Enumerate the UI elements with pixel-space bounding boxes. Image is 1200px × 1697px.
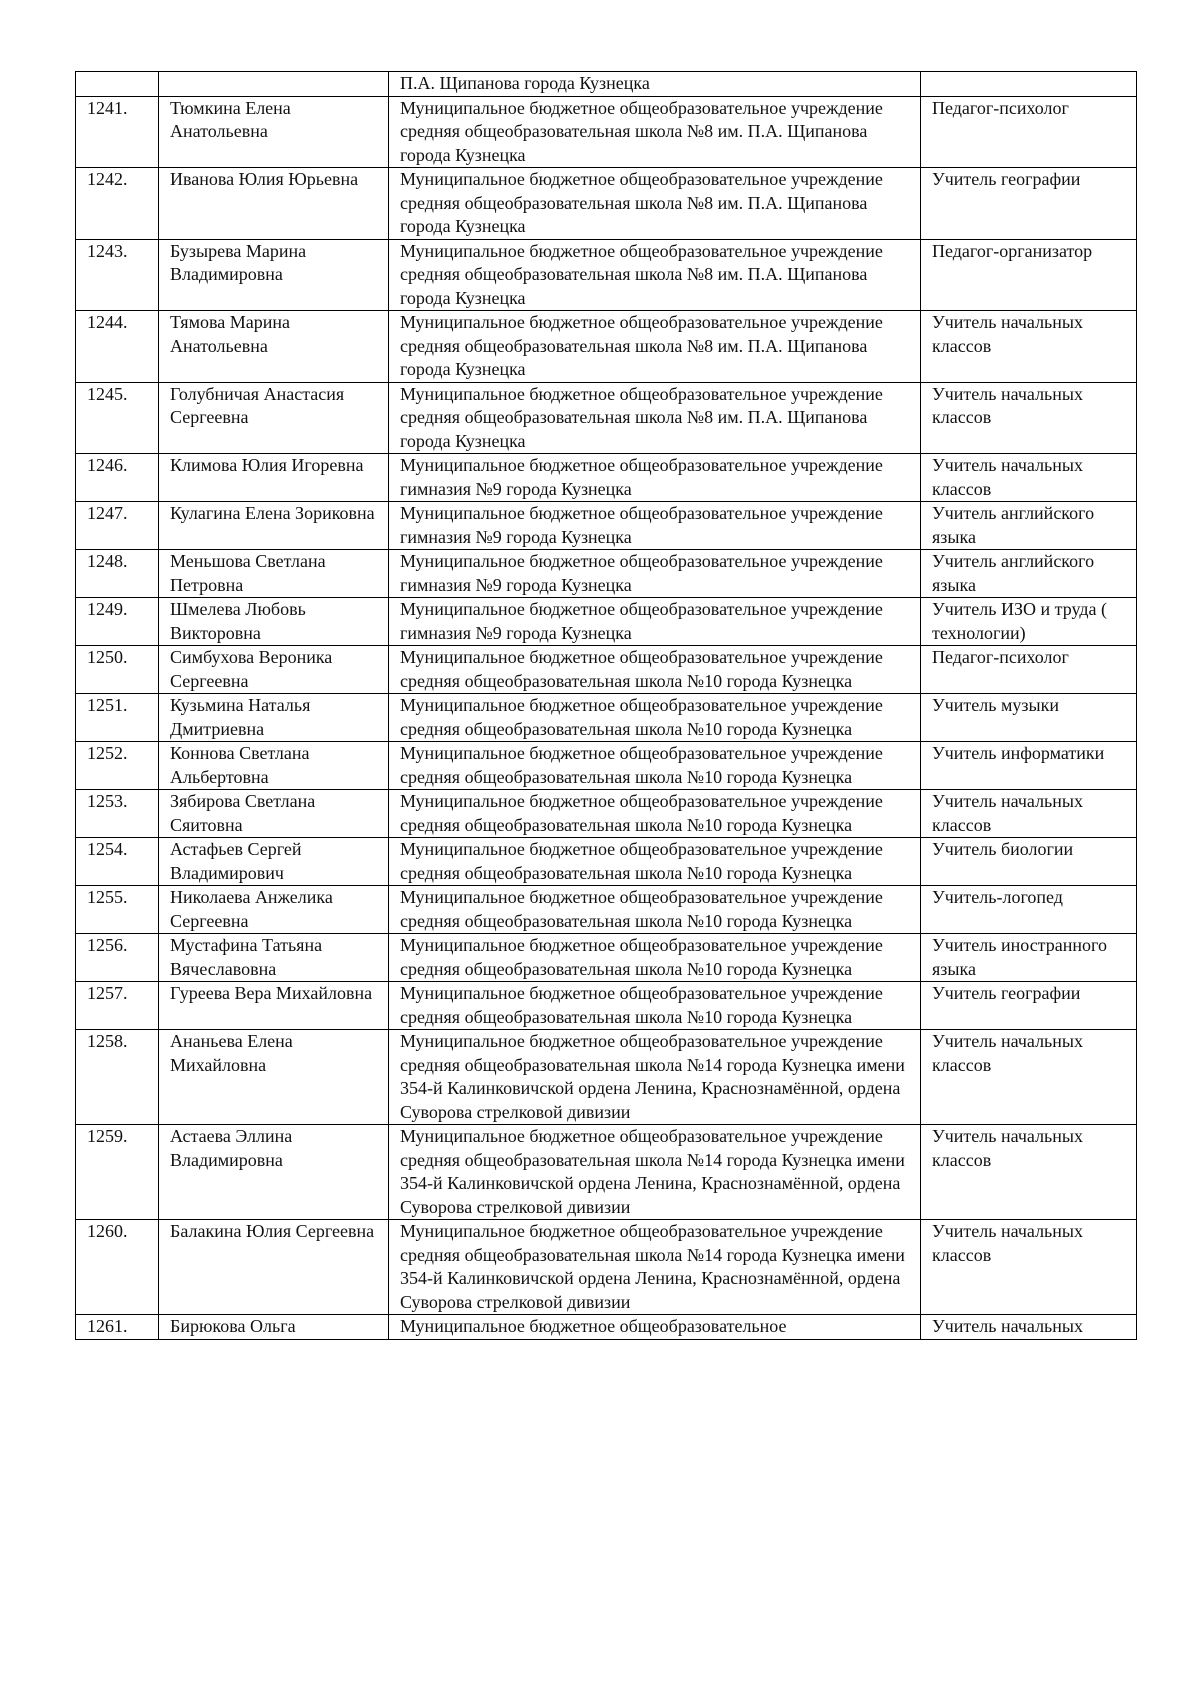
table-row (76, 96, 1137, 168)
cell-position: Учитель начальных (921, 1315, 1137, 1340)
table-row (76, 598, 1137, 646)
cell-number: 1260. (76, 1220, 159, 1315)
cell-name: Голубничая Анастасия Сергеевна (159, 382, 389, 454)
cell-name: Бирюкова Ольга (159, 1315, 389, 1340)
table-row (76, 694, 1137, 742)
cell-position: Учитель начальных классов (921, 382, 1137, 454)
cell-name: Мустафина Татьяна Вячеславовна (159, 934, 389, 982)
cell-position: Учитель-логопед (921, 886, 1137, 934)
cell-number: 1261. (76, 1315, 159, 1340)
table-row (76, 790, 1137, 838)
cell-name: Тюмкина Елена Анатольевна (159, 96, 389, 168)
cell-name: Меньшова Светлана Петровна (159, 550, 389, 598)
cell-number: 1241. (76, 96, 159, 168)
cell-organization: П.А. Щипанова города Кузнецка (389, 72, 921, 97)
cell-organization: Муниципальное бюджетное общеобразовательное учреждение гимназия №9 города Кузнецка (389, 502, 921, 550)
cell-name: Астаева Эллина Владимировна (159, 1125, 389, 1220)
cell-position: Учитель английского языка (921, 502, 1137, 550)
cell-position: Учитель музыки (921, 694, 1137, 742)
table-row (76, 934, 1137, 982)
cell-position: Учитель информатики (921, 742, 1137, 790)
table-row (76, 550, 1137, 598)
cell-name: Астафьев Сергей Владимирович (159, 838, 389, 886)
cell-name: Иванова Юлия Юрьевна (159, 168, 389, 240)
cell-position (921, 72, 1137, 97)
cell-organization: Муниципальное бюджетное общеобразовательное учреждение средняя общеобразовательная школа №14 города Кузнецка имени 354-й Калинковичской ордена Ленина, Краснознамённой, ордена Суворова стрелковой дивизии (389, 1030, 921, 1125)
cell-name: Шмелева Любовь Викторовна (159, 598, 389, 646)
cell-organization: Муниципальное бюджетное общеобразовательное учреждение средняя общеобразовательная школа №10 города Кузнецка (389, 790, 921, 838)
table-row (76, 838, 1137, 886)
cell-position: Учитель начальных классов (921, 311, 1137, 383)
cell-number: 1246. (76, 454, 159, 502)
cell-position: Учитель английского языка (921, 550, 1137, 598)
cell-organization: Муниципальное бюджетное общеобразовательное учреждение средняя общеобразовательная школа №14 города Кузнецка имени 354-й Калинковичской ордена Ленина, Краснознамённой, ордена Суворова стрелковой дивизии (389, 1220, 921, 1315)
cell-number (76, 72, 159, 97)
cell-number: 1247. (76, 502, 159, 550)
cell-name: Бузырева Марина Владимировна (159, 239, 389, 311)
cell-name: Коннова Светлана Альбертовна (159, 742, 389, 790)
table-row (76, 1030, 1137, 1125)
cell-name: Николаева Анжелика Сергеевна (159, 886, 389, 934)
table-row (76, 454, 1137, 502)
cell-number: 1251. (76, 694, 159, 742)
cell-position: Учитель ИЗО и труда ( технологии) (921, 598, 1137, 646)
cell-organization: Муниципальное бюджетное общеобразовательное учреждение средняя общеобразовательная школа №8 им. П.А. Щипанова города Кузнецка (389, 311, 921, 383)
cell-number: 1249. (76, 598, 159, 646)
table-row (76, 742, 1137, 790)
table-row (76, 1125, 1137, 1220)
cell-name: Тямова Марина Анатольевна (159, 311, 389, 383)
cell-organization: Муниципальное бюджетное общеобразовательное учреждение средняя общеобразовательная школа №10 города Кузнецка (389, 886, 921, 934)
cell-organization: Муниципальное бюджетное общеобразовательное учреждение средняя общеобразовательная школа №8 им. П.А. Щипанова города Кузнецка (389, 96, 921, 168)
cell-organization: Муниципальное бюджетное общеобразовательное учреждение средняя общеобразовательная школа №10 города Кузнецка (389, 646, 921, 694)
cell-organization: Муниципальное бюджетное общеобразовательное учреждение гимназия №9 города Кузнецка (389, 550, 921, 598)
cell-organization: Муниципальное бюджетное общеобразовательное учреждение гимназия №9 города Кузнецка (389, 598, 921, 646)
table-row (76, 382, 1137, 454)
cell-number: 1258. (76, 1030, 159, 1125)
cell-number: 1248. (76, 550, 159, 598)
cell-position: Учитель иностранного языка (921, 934, 1137, 982)
cell-position: Учитель начальных классов (921, 1030, 1137, 1125)
cell-number: 1243. (76, 239, 159, 311)
cell-number: 1257. (76, 982, 159, 1030)
table-row (76, 1220, 1137, 1315)
cell-organization: Муниципальное бюджетное общеобразовательное учреждение средняя общеобразовательная школа №10 города Кузнецка (389, 982, 921, 1030)
cell-number: 1259. (76, 1125, 159, 1220)
staff-table-body (76, 72, 1137, 1340)
cell-name: Балакина Юлия Сергеевна (159, 1220, 389, 1315)
cell-number: 1255. (76, 886, 159, 934)
cell-position: Учитель начальных классов (921, 454, 1137, 502)
table-row-continuation (76, 72, 1137, 97)
cell-number: 1245. (76, 382, 159, 454)
cell-organization: Муниципальное бюджетное общеобразовательное учреждение средняя общеобразовательная школа №10 города Кузнецка (389, 742, 921, 790)
cell-name: Кузьмина Наталья Дмитриевна (159, 694, 389, 742)
cell-name: Гуреева Вера Михайловна (159, 982, 389, 1030)
cell-number: 1250. (76, 646, 159, 694)
cell-number: 1256. (76, 934, 159, 982)
cell-position: Педагог-психолог (921, 646, 1137, 694)
cell-organization: Муниципальное бюджетное общеобразовательное учреждение средняя общеобразовательная школа №8 им. П.А. Щипанова города Кузнецка (389, 168, 921, 240)
cell-position: Педагог-организатор (921, 239, 1137, 311)
cell-organization: Муниципальное бюджетное общеобразовательное учреждение средняя общеобразовательная школа №14 города Кузнецка имени 354-й Калинковичской ордена Ленина, Краснознамённой, ордена Суворова стрелковой дивизии (389, 1125, 921, 1220)
cell-number: 1253. (76, 790, 159, 838)
cell-organization: Муниципальное бюджетное общеобразовательное учреждение средняя общеобразовательная школа №8 им. П.А. Щипанова города Кузнецка (389, 239, 921, 311)
table-row (76, 502, 1137, 550)
cell-number: 1252. (76, 742, 159, 790)
cell-name: Симбухова Вероника Сергеевна (159, 646, 389, 694)
table-row (76, 886, 1137, 934)
table-row (76, 311, 1137, 383)
cell-position: Учитель биологии (921, 838, 1137, 886)
cell-position: Педагог-психолог (921, 96, 1137, 168)
table-row (76, 168, 1137, 240)
cell-organization: Муниципальное бюджетное общеобразовательное учреждение средняя общеобразовательная школа №10 города Кузнецка (389, 694, 921, 742)
table-row (76, 1315, 1137, 1340)
cell-organization: Муниципальное бюджетное общеобразовательное учреждение средняя общеобразовательная школа №10 города Кузнецка (389, 934, 921, 982)
table-row (76, 239, 1137, 311)
cell-position: Учитель начальных классов (921, 1220, 1137, 1315)
cell-position: Учитель географии (921, 982, 1137, 1030)
cell-position: Учитель начальных классов (921, 790, 1137, 838)
staff-table (75, 71, 1137, 1340)
cell-name: Ананьева Елена Михайловна (159, 1030, 389, 1125)
table-row (76, 982, 1137, 1030)
cell-number: 1254. (76, 838, 159, 886)
cell-organization: Муниципальное бюджетное общеобразовательное (389, 1315, 921, 1340)
cell-name: Зябирова Светлана Сяитовна (159, 790, 389, 838)
cell-name: Кулагина Елена Зориковна (159, 502, 389, 550)
cell-name: Климова Юлия Игоревна (159, 454, 389, 502)
cell-position: Учитель начальных классов (921, 1125, 1137, 1220)
cell-number: 1242. (76, 168, 159, 240)
cell-organization: Муниципальное бюджетное общеобразовательное учреждение средняя общеобразовательная школа №10 города Кузнецка (389, 838, 921, 886)
table-row (76, 646, 1137, 694)
cell-organization: Муниципальное бюджетное общеобразовательное учреждение средняя общеобразовательная школа №8 им. П.А. Щипанова города Кузнецка (389, 382, 921, 454)
cell-organization: Муниципальное бюджетное общеобразовательное учреждение гимназия №9 города Кузнецка (389, 454, 921, 502)
cell-name (159, 72, 389, 97)
cell-number: 1244. (76, 311, 159, 383)
cell-position: Учитель географии (921, 168, 1137, 240)
